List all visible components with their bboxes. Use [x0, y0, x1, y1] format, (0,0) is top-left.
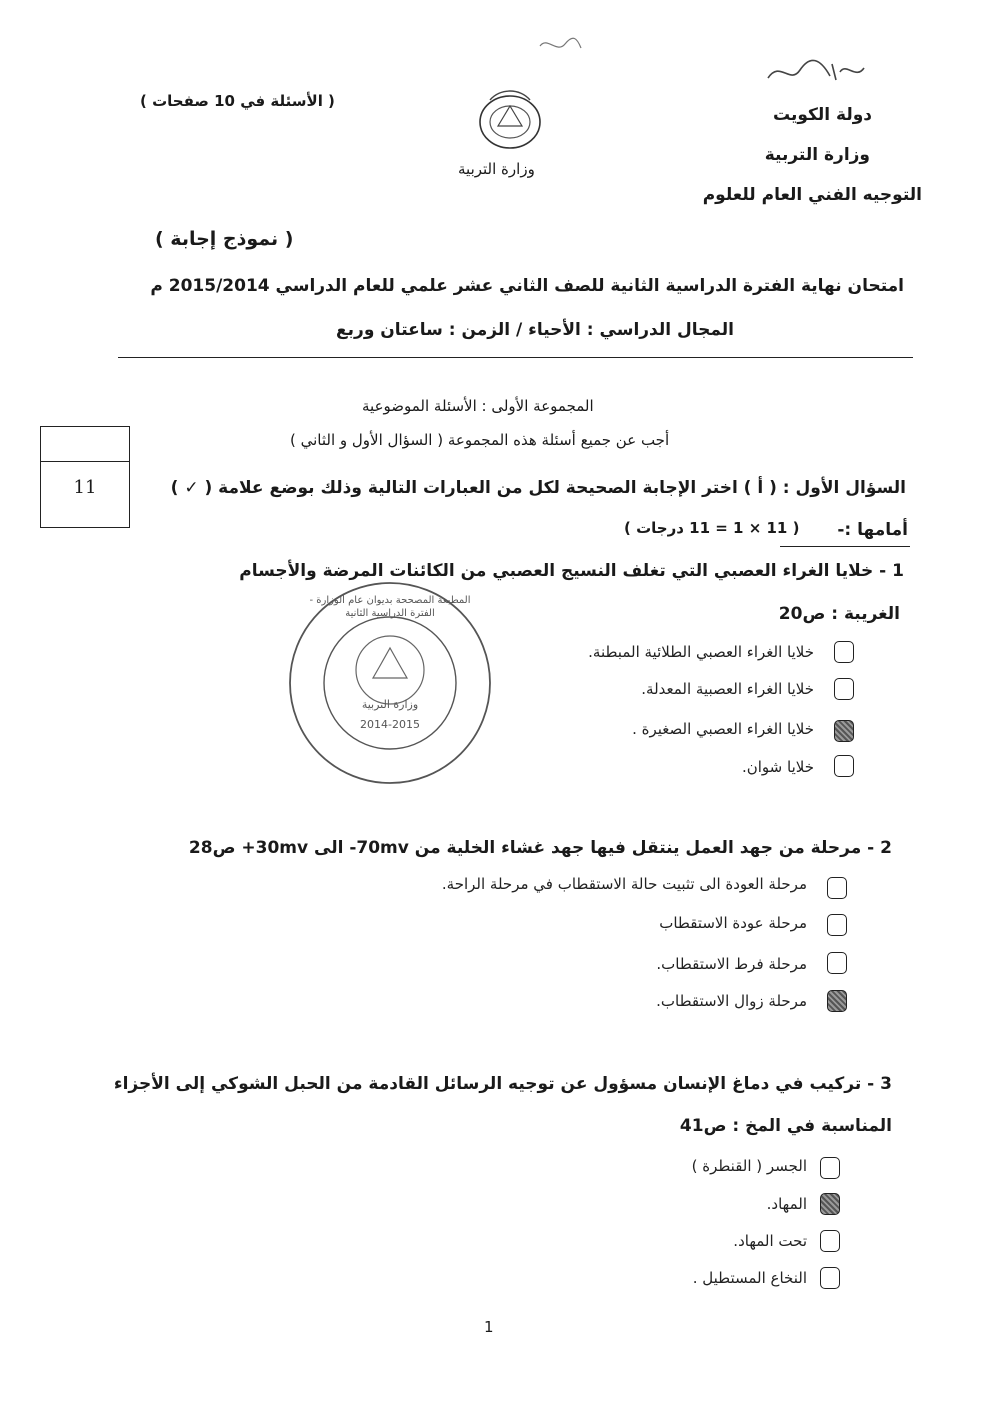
q1-underline — [780, 546, 910, 547]
q2-page-ref: ص28 — [188, 838, 236, 858]
q2-to-word: الى — [314, 838, 344, 858]
kuwait-emblem-icon — [470, 80, 550, 155]
q1-option-4: خلايا شوان. — [741, 758, 814, 776]
q2-option-3-checkbox[interactable] — [827, 952, 847, 974]
q2-option-2-checkbox[interactable] — [827, 914, 847, 936]
q3-option-3: تحت المهاد. — [733, 1232, 807, 1250]
score-box — [40, 426, 130, 528]
q2-option-3: مرحلة فرط الاستقطاب. — [656, 955, 807, 973]
section-instruction: أجب عن جميع أسئلة هذه المجموعة ( السؤال الأول و الثاني ) — [290, 431, 670, 449]
stamp-inner-text: وزارة التربية — [361, 698, 419, 711]
subject-line: المجال الدراسي : الأحياء / الزمن : ساعتان وربع — [336, 320, 734, 340]
q2-option-2: مرحلة عودة الاستقطاب — [659, 914, 807, 932]
page-number: 1 — [484, 1318, 494, 1336]
q1-number: 1 - — [879, 561, 904, 581]
q2-number: 2 - — [867, 838, 892, 858]
q2-option-4: مرحلة زوال الاستقطاب. — [656, 992, 807, 1010]
header-ministry: وزارة التربية — [764, 145, 870, 165]
q3-option-2-checkbox[interactable] — [820, 1193, 840, 1215]
q2-option-1: مرحلة العودة الى تثبيت حالة الاستقطاب في مرحلة الراحة. — [441, 875, 807, 893]
q3-text — [114, 1074, 892, 1094]
q1-text-cont: الغريبة : ص20 — [778, 604, 900, 624]
q3-text-cont: المناسبة في المخ : ص41 — [679, 1116, 892, 1136]
q1-option-1-checkbox[interactable] — [834, 641, 854, 663]
q1-prompt: السؤال الأول : ( أ ) اختر الإجابة الصحيحة لكل من العبارات التالية وذلك بوضع علامة ( ✓ ) — [170, 478, 906, 498]
official-stamp — [285, 578, 495, 788]
q1-option-2-checkbox[interactable] — [834, 678, 854, 700]
q3-stem: تركيب في دماغ الإنسان مسؤول عن توجيه الرسائل القادمة من الحبل الشوكي إلى الأجزاء — [113, 1074, 862, 1094]
q2-option-1-checkbox[interactable] — [827, 877, 847, 899]
page-count: ( الأسئلة في 10 صفحات ) — [140, 92, 335, 110]
stamp-outer-text: المطبعة المصححة بديوان عام الوزارة - الفترة الدراسية الثانية — [309, 595, 471, 619]
q1-marks: ( 11 × 1 = 11 درجات ) — [624, 519, 800, 537]
score-value: 11 — [73, 477, 97, 498]
q3-option-1-checkbox[interactable] — [820, 1157, 840, 1179]
q2-to-value: +30mv — [241, 838, 309, 858]
q1-option-1: خلايا الغراء العصبي الطلائية المبطنة. — [588, 643, 814, 661]
q2-option-4-checkbox[interactable] — [827, 990, 847, 1012]
exam-title: امتحان نهاية الفترة الدراسية الثانية للصف الثاني عشر علمي للعام الدراسي 2015/2014 م — [150, 276, 904, 296]
answer-model-label: ( نموذج إجابة ) — [155, 228, 294, 250]
small-scribble — [535, 32, 585, 58]
q1-option-4-checkbox[interactable] — [834, 755, 854, 777]
q3-option-4: النخاع المستطيل . — [692, 1269, 807, 1287]
header-divider — [118, 357, 913, 358]
q1-option-3-checkbox[interactable] — [834, 720, 854, 742]
q2-text — [189, 838, 892, 858]
stamp-years: 2014-2015 — [360, 718, 420, 731]
q1-option-3: خلايا الغراء العصبي الصغيرة . — [632, 720, 814, 738]
header-state: دولة الكويت — [772, 105, 872, 125]
signature-mark — [760, 50, 870, 90]
header-directorate: التوجيه الفني العام للعلوم — [702, 185, 922, 205]
q2-from-value: -70mv — [349, 838, 409, 858]
q1-prompt-cont: أمامها :- — [837, 520, 908, 540]
q3-option-4-checkbox[interactable] — [820, 1267, 840, 1289]
q3-option-1: الجسر ( القنطرة ) — [691, 1157, 807, 1175]
q3-option-2: المهاد. — [766, 1195, 807, 1213]
q2-stem: مرحلة من جهد العمل ينتقل فيها جهد غشاء الخلية من — [414, 838, 862, 858]
emblem-caption: وزارة التربية — [458, 160, 535, 178]
section-title: المجموعة الأولى : الأسئلة الموضوعية — [362, 397, 594, 415]
q3-option-3-checkbox[interactable] — [820, 1230, 840, 1252]
q1-option-2: خلايا الغراء العصبية المعدلة. — [641, 680, 814, 698]
q3-number: 3 - — [867, 1074, 892, 1094]
q1-stem: خلايا الغراء العصبي التي تغلف النسيج العصبي من الكائنات المرضة والأجسام — [239, 561, 874, 581]
